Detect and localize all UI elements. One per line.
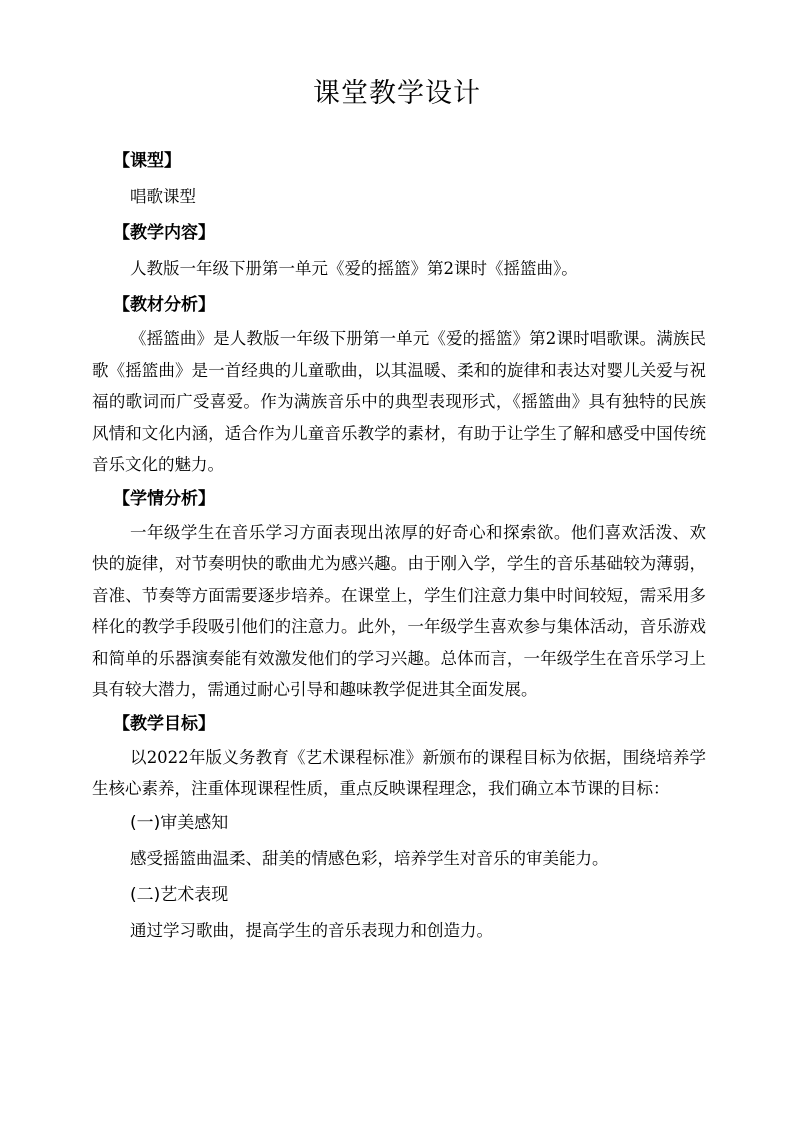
section-heading-content: 【教学内容】	[113, 223, 215, 243]
document-body	[92, 143, 706, 949]
lesson-type-text: 唱歌课型	[130, 187, 196, 206]
section-heading-material-analysis: 【教材分析】	[113, 295, 215, 315]
section-heading-student-analysis: 【学情分析】	[113, 488, 215, 509]
objective-text-aesthetic: 感受摇篮曲温柔、甜美的情感色彩，培养学生对音乐的审美能力。	[130, 848, 609, 868]
material-analysis-text: 《摇篮曲》是人教版一年级下册第一单元《爱的摇篮》第2课时唱歌课。满族民歌《摇篮曲》是一首经典的儿童歌曲，以其温暖、柔和的旋律和表达对婴儿关爱与祝福的歌词而广受喜爱。作为满族音乐中的典型表现形式，《摇篮曲》具有独特的民族风情和文化内涵，适合作为儿童音乐教学的素材，有助于让学生了解和感受中国传统音乐文化的魅力。	[92, 329, 706, 474]
student-analysis-text: 一年级学生在音乐学习方面表现出浓厚的好奇心和探索欲。他们喜欢活泼、欢快的旋律，对节奏明快的歌曲尤为感兴趣。由于刚入学，学生的音乐基础较为薄弱，音准、节奏等方面需要逐步培养。在课堂上，学生们注意力集中时间较短，需采用多样化的教学手段吸引他们的注意力。此外，一年级学生喜欢参与集体活动，音乐游戏和简单的乐器演奏能有效激发他们的学习兴趣。总体而言，一年级学生在音乐学习上具有较大潜力，需通过耐心引导和趣味教学促进其全面发展。	[92, 522, 706, 699]
section-heading-lesson-type: 【课型】	[113, 151, 181, 171]
content-text: 人教版一年级下册第一单元《爱的摇篮》第2课时《摇篮曲》。	[130, 259, 578, 278]
objective-heading-aesthetic: (一)审美感知	[130, 812, 229, 833]
objective-heading-artistic: (二)艺术表现	[130, 884, 229, 905]
page-title: 课堂教学设计	[313, 78, 481, 109]
objective-text-artistic: 通过学习歌曲，提高学生的音乐表现力和创造力。	[130, 920, 493, 940]
section-heading-objectives: 【教学目标】	[113, 713, 215, 734]
objectives-intro-text: 以2022年版义务教育《艺术课程标准》新颁布的课程目标为依据，围绕培养学生核心素养，注重体现课程性质，重点反映课程理念，我们确立本节课的目标：	[92, 747, 706, 798]
